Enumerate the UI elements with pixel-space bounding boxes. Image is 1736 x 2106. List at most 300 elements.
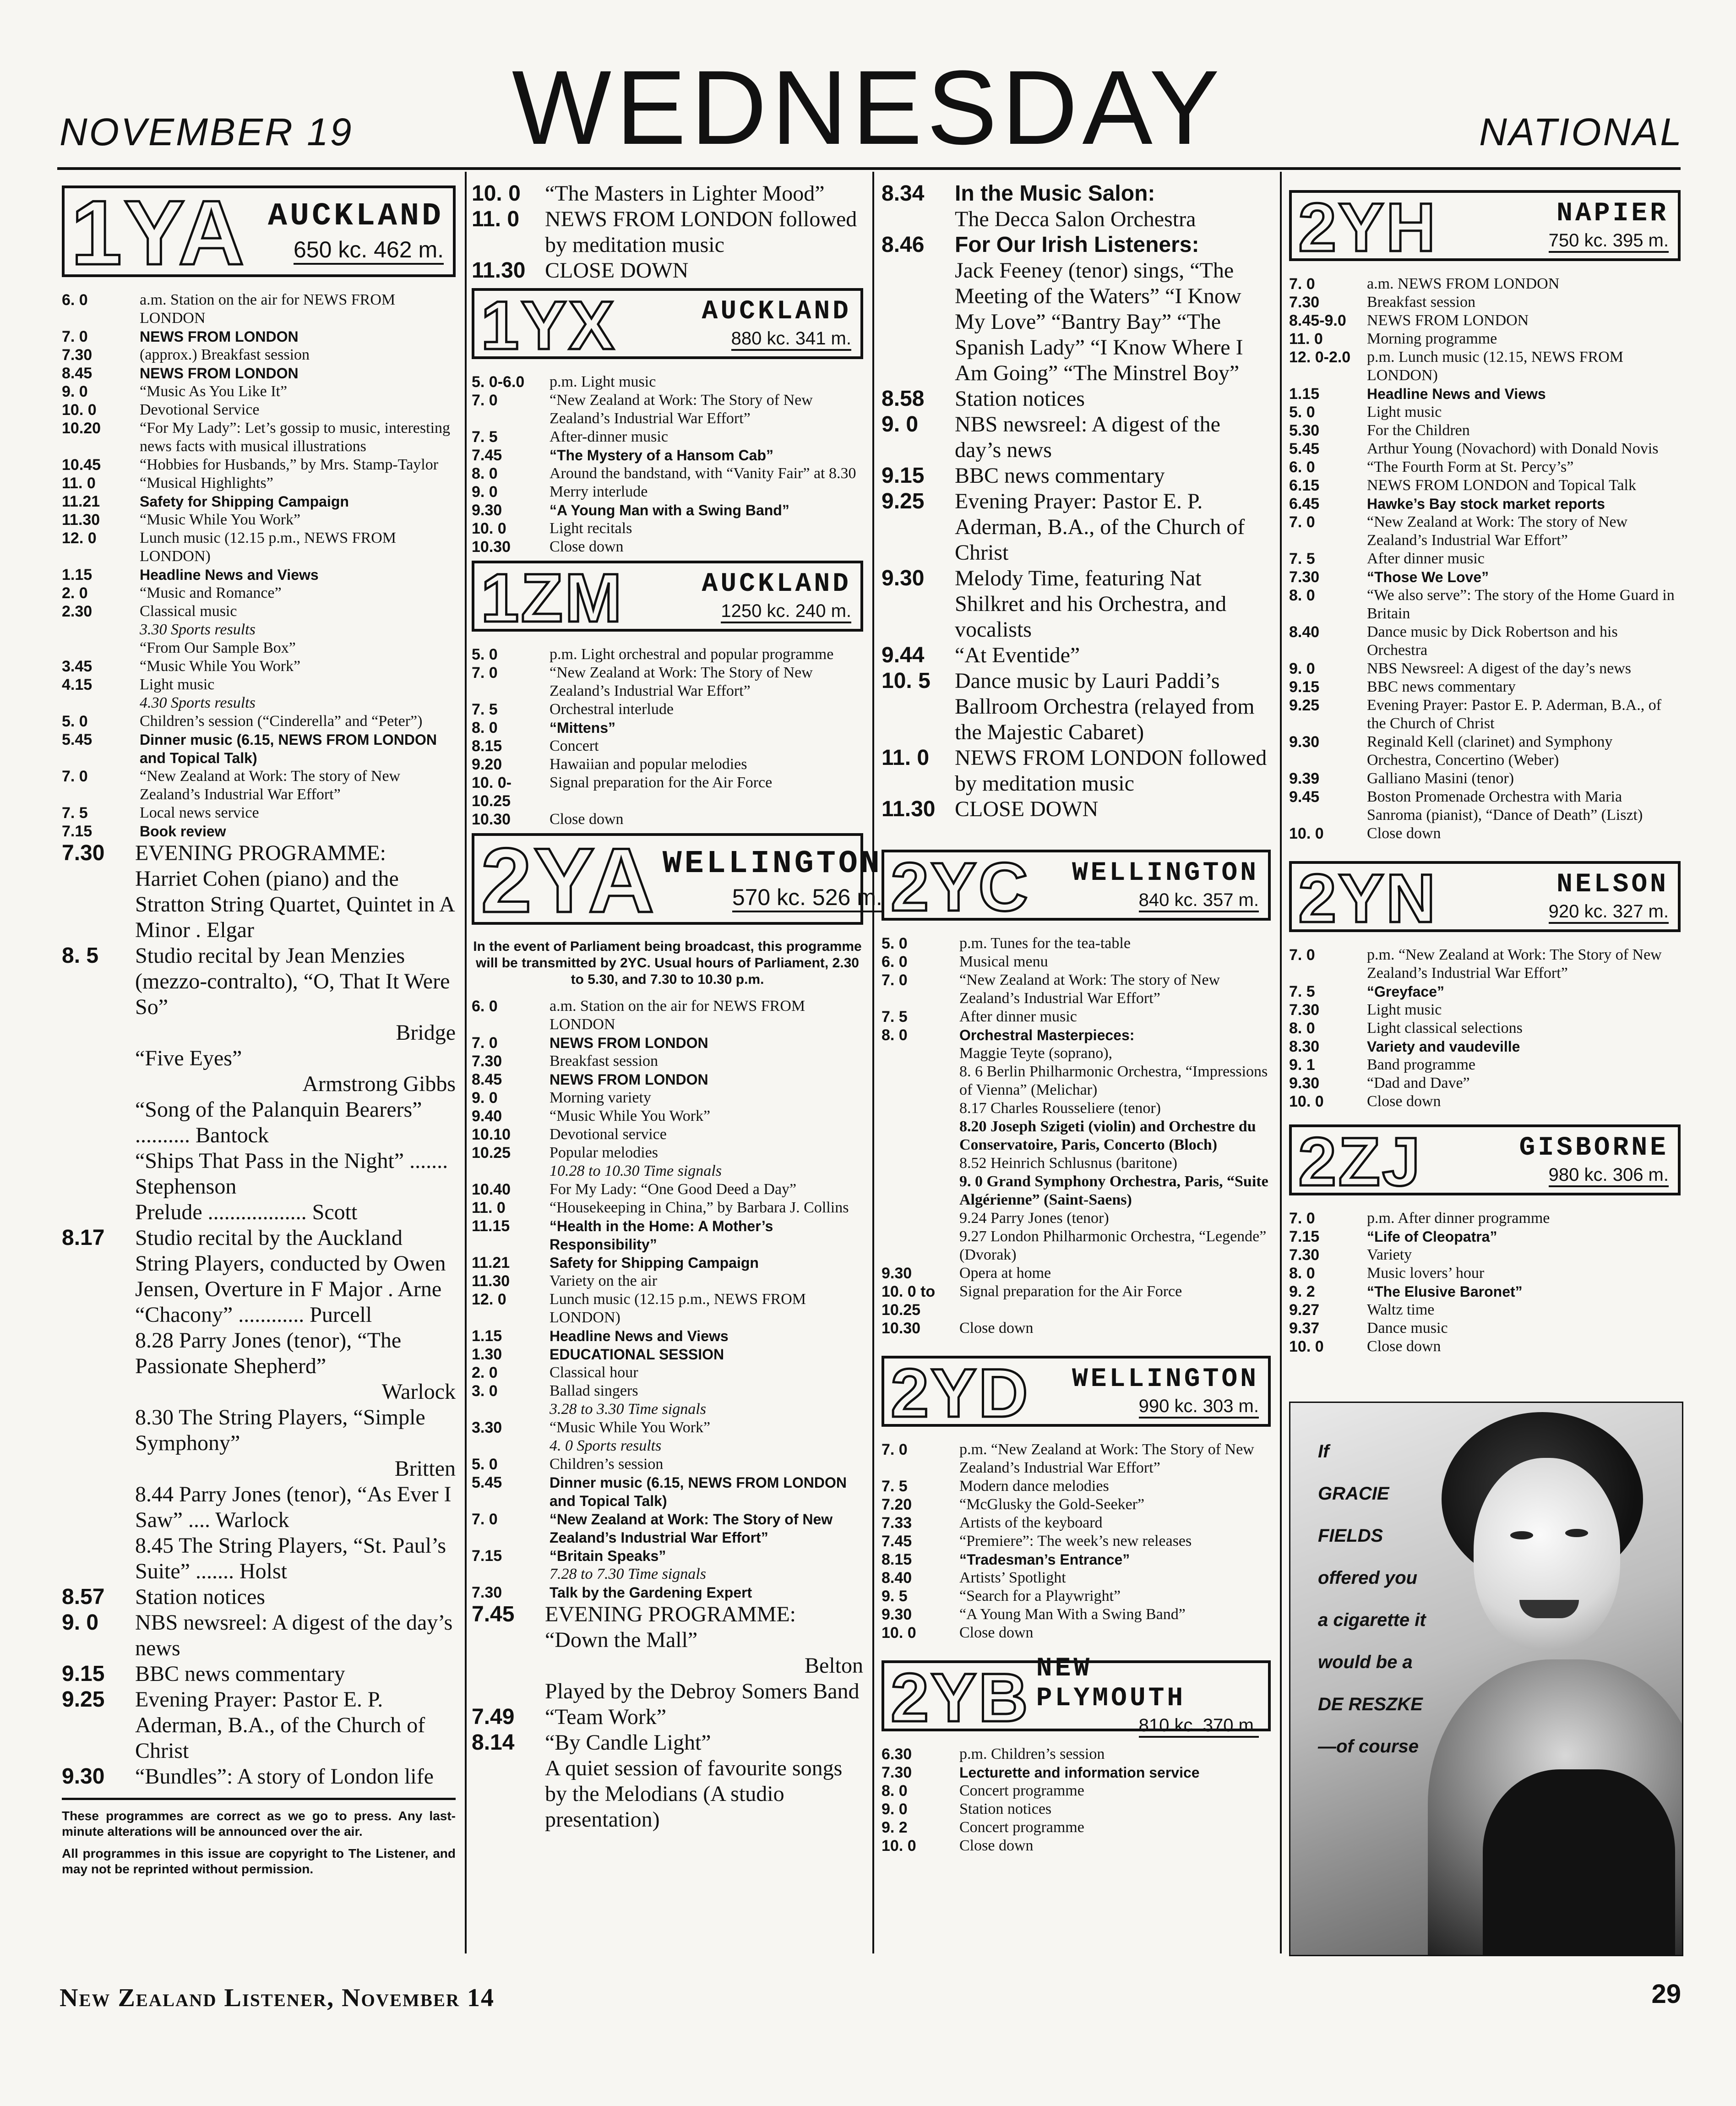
- programme-title: Children’s session (“Cinderella” and “Peter”): [140, 713, 423, 730]
- programme-title: Classical music: [140, 603, 237, 620]
- programme-title: Band programme: [1367, 1056, 1475, 1073]
- programme-title: NBS newsreel: A digest of the day’s news: [955, 412, 1220, 462]
- programme-time: 9.20: [472, 756, 502, 773]
- programme-title: p.m. Tunes for the tea-table: [959, 935, 1131, 952]
- programme-entry: [62, 474, 456, 492]
- programme-title: NBS Newsreel: A digest of the day’s news: [1367, 660, 1631, 677]
- programme-entry: [62, 346, 456, 364]
- programme-entry: [472, 207, 863, 258]
- programme-title: NEWS FROM LONDON: [140, 328, 299, 345]
- programme-title: Devotional service: [550, 1126, 667, 1143]
- station-frequency: 880 kc. 341 m.: [731, 328, 851, 351]
- programme-time: 7. 5: [1289, 983, 1315, 1000]
- programme-title: p.m. Light orchestral and popular programme: [550, 646, 834, 663]
- programme-time: 7.30: [62, 346, 93, 364]
- programme-time: 7. 5: [1289, 550, 1315, 567]
- programme-entry: [1289, 1282, 1681, 1301]
- programme-subentry: A quiet session of favourite songs by the Melodians (A studio presentation): [545, 1756, 843, 1832]
- programme-time: 9. 0: [62, 383, 88, 400]
- programme-time: 9.37: [1289, 1320, 1320, 1337]
- programme-entry: [62, 602, 456, 621]
- programme-title: NEWS FROM LONDON: [550, 1071, 708, 1088]
- programme-title: “Musical Highlights”: [140, 475, 273, 491]
- programme-title: Galliano Masini (tenor): [1367, 770, 1514, 787]
- programme-title: Melody Time, featuring Nat Shilkret and his Orchestra, and vocalists: [955, 566, 1227, 642]
- programme-time: 2. 0: [62, 584, 88, 602]
- programme-entry: [62, 822, 456, 840]
- programme-entry: [1289, 1246, 1681, 1264]
- programme-entry: [472, 1382, 863, 1400]
- programme-entry: [472, 1364, 863, 1382]
- programme-title: NEWS FROM LONDON: [1367, 312, 1529, 329]
- programme-entry: [472, 1583, 863, 1602]
- programme-time: 4.15: [62, 676, 93, 693]
- ad-copy: [1318, 1430, 1455, 1768]
- programme-entry: [882, 1745, 1271, 1763]
- programme-title: Lunch music (12.15 p.m., NEWS FROM LONDON): [140, 529, 397, 565]
- programme-title: “Search for a Playwright”: [959, 1588, 1121, 1604]
- programme-time: 10. 0: [472, 181, 521, 206]
- programme-entry: [62, 419, 456, 456]
- programme-time: 10. 0: [62, 401, 97, 419]
- programme-time: 7. 0: [472, 392, 498, 409]
- programme-time: 10. 0: [882, 1624, 916, 1642]
- programme-title: EVENING PROGRAMME: “Down the Mall”: [545, 1602, 796, 1652]
- programme-time: 9. 2: [1289, 1283, 1315, 1300]
- programme-time: 11.30: [472, 258, 526, 283]
- programme-entry: [1289, 311, 1681, 330]
- programme-title: “New Zealand at Work: The story of New Zealand’s Industrial War Effort”: [959, 971, 1220, 1007]
- programme-entry: [472, 1602, 863, 1653]
- programme-title: Close down: [1367, 825, 1441, 842]
- programme-title: “New Zealand at Work: The story of New Zealand’s Industrial War Effort”: [1367, 513, 1628, 549]
- station-call: 2YD: [891, 1354, 1030, 1431]
- programme-time: 8. 0: [1289, 1020, 1315, 1037]
- programme-title: Waltz time: [1367, 1301, 1435, 1318]
- column-1: [62, 181, 456, 1877]
- programme-list: [1289, 1209, 1681, 1356]
- programme-time: 11.30: [62, 511, 100, 529]
- programme-time: 7.30: [1289, 1001, 1320, 1019]
- programme-entry: [882, 1477, 1271, 1495]
- programme-title: Children’s session: [550, 1456, 664, 1473]
- programme-title: Arthur Young (Novachord) with Donald Novis: [1367, 440, 1659, 457]
- programme-entry: [472, 737, 863, 755]
- programme-time: 1.15: [62, 566, 93, 584]
- programme-subentry: 8.20 Joseph Szigeti (violin) and Orchestre du Conservatoire, Paris, Concerto (Bloch): [959, 1118, 1256, 1153]
- programme-title: “Mittens”: [550, 720, 615, 736]
- note-copyright: All programmes in this issue are copyright to The Listener, and may not be reprinted without permission.: [62, 1846, 456, 1876]
- programme-entry: [1289, 788, 1681, 824]
- station-call: 1ZM: [481, 559, 624, 636]
- programme-entry: [1289, 330, 1681, 348]
- programme-list: [882, 1745, 1271, 1855]
- station-box: [472, 559, 863, 636]
- programme-time: 8.15: [882, 1551, 912, 1568]
- programme-subentry: 8.28 Parry Jones (tenor), “The Passionate Shepherd”: [135, 1328, 402, 1378]
- programme-title: Modern dance melodies: [959, 1478, 1109, 1495]
- programme-time: 5.30: [1289, 422, 1320, 439]
- programme-time: 7. 0: [1289, 513, 1315, 531]
- programme-subentry: 8.17 Charles Rousseliere (tenor): [959, 1100, 1161, 1117]
- ad-line: DE RESZKE: [1318, 1694, 1423, 1714]
- programme-entry: [62, 1225, 456, 1302]
- programme-time: 9. 0: [62, 1610, 99, 1635]
- programme-time: 8.30: [1289, 1038, 1320, 1055]
- programme-title: For My Lady: “One Good Deed a Day”: [550, 1181, 797, 1198]
- programme-time: 8. 0: [882, 1782, 908, 1800]
- programme-title: NEWS FROM LONDON: [550, 1035, 708, 1051]
- programme-time: 7. 0: [1289, 946, 1315, 964]
- programme-entry: [882, 412, 1271, 463]
- station-box: [62, 182, 456, 284]
- programme-subentry: The Decca Salon Orchestra: [955, 207, 1196, 231]
- programme-time: 9.30: [472, 502, 502, 519]
- programme-entry: [1289, 403, 1681, 421]
- station-call: 1YX: [481, 287, 616, 364]
- programme-time: 9.45: [1289, 788, 1320, 806]
- programme-time: 7.30: [1289, 568, 1320, 586]
- programme-title: Studio recital by Jean Menzies (mezzo-contralto), “O, That It Were So”: [135, 944, 450, 1019]
- programme-entry: [62, 943, 456, 1020]
- programme-title: Studio recital by the Auckland String Players, conducted by Owen Jensen, Overture in F Major . Arne: [135, 1226, 446, 1301]
- programme-entry: [882, 953, 1271, 971]
- programme-title: “New Zealand at Work: The Story of New Zealand’s Industrial War Effort”: [550, 664, 813, 699]
- programme-time: 9.44: [882, 643, 925, 667]
- programme-time: 8.45: [62, 365, 93, 382]
- programme-time: 6. 0: [472, 998, 498, 1015]
- header-network: NATIONAL: [1479, 110, 1683, 153]
- programme-time: 6.30: [882, 1746, 912, 1763]
- evening-programme-list: [472, 1602, 863, 1833]
- programme-title: “A Young Man with a Swing Band”: [550, 502, 789, 518]
- programme-time: 7.30: [882, 1764, 912, 1781]
- programme-time: 7. 0: [62, 768, 88, 785]
- programme-title: Opera at home: [959, 1265, 1051, 1282]
- programme-entry: [1289, 440, 1681, 458]
- station-frequency: 990 kc. 303 m.: [1139, 1396, 1259, 1419]
- programme-time: 6.15: [1289, 477, 1320, 494]
- programme-title: BBC news commentary: [135, 1662, 345, 1686]
- programme-title: p.m. Light music: [550, 373, 656, 390]
- programme-entry: [882, 1440, 1271, 1477]
- programme-time: 1.30: [472, 1346, 502, 1363]
- programme-title: Light recitals: [550, 520, 632, 537]
- programme-entry: [1289, 458, 1681, 476]
- programme-entry: [62, 1584, 456, 1610]
- programme-time: 9.30: [1289, 1075, 1320, 1092]
- programme-time: 7.30: [472, 1584, 502, 1601]
- programme-entry: [472, 1730, 863, 1756]
- programme-time: 3. 0: [472, 1382, 498, 1400]
- programme-title: “The Fourth Form at St. Percy’s”: [1367, 458, 1574, 475]
- station-city: WELLINGTON: [662, 846, 882, 882]
- station-box: [882, 1654, 1271, 1736]
- programme-title: Headline News and Views: [550, 1328, 729, 1344]
- programme-subentry: “Ships That Pass in the Night” ....... Stephenson: [135, 1149, 448, 1199]
- programme-title: a.m. NEWS FROM LONDON: [1367, 275, 1560, 292]
- programme-entry: [472, 501, 863, 519]
- programme-entry: [882, 489, 1271, 566]
- programme-entry: [62, 327, 456, 346]
- programme-title: “Premiere”: The week’s new releases: [959, 1533, 1192, 1549]
- programme-entry: [1289, 495, 1681, 513]
- programme-entry: [62, 1687, 456, 1764]
- programme-title: “Music While You Work”: [140, 658, 301, 675]
- station-city: AUCKLAND: [267, 198, 444, 235]
- programme-entry: [472, 810, 863, 829]
- programme-time: 8.40: [882, 1569, 912, 1587]
- programme-title: Classical hour: [550, 1364, 638, 1381]
- programme-entry: [62, 529, 456, 566]
- programme-entry: [882, 1282, 1271, 1319]
- programme-entry: [472, 1254, 863, 1272]
- programme-entry: [1289, 568, 1681, 586]
- programme-title: Concert programme: [959, 1819, 1084, 1836]
- programme-title: p.m. “New Zealand at Work: The Story of New Zealand’s Industrial War Effort”: [1367, 946, 1662, 982]
- programme-entry: [1289, 623, 1681, 660]
- programme-title: Popular melodies: [550, 1144, 658, 1161]
- programme-subentry: 3.30 Sports results: [140, 621, 256, 638]
- programme-title: For Our Irish Listeners:: [955, 233, 1199, 257]
- programme-title: NEWS FROM LONDON followed by meditation music: [955, 746, 1267, 796]
- programme-time: 7. 5: [882, 1008, 908, 1026]
- programme-entry: [882, 1495, 1271, 1514]
- programme-entry: [882, 181, 1271, 207]
- station-frequency: 920 kc. 327 m.: [1549, 901, 1669, 924]
- programme-entry: [62, 676, 456, 694]
- programme-entry: [472, 1125, 863, 1144]
- programme-time: 8. 0: [882, 1026, 908, 1044]
- programme-title: Station notices: [959, 1800, 1052, 1817]
- programme-title: “Life of Cleopatra”: [1367, 1228, 1497, 1245]
- programme-entry: [62, 401, 456, 419]
- programme-time: 12. 0: [62, 529, 97, 547]
- portrait-mouth: [1519, 1600, 1579, 1618]
- programme-time: 10. 0: [1289, 1338, 1324, 1355]
- programme-title: “Britain Speaks”: [550, 1548, 666, 1564]
- programme-title: “Music While You Work”: [550, 1419, 711, 1436]
- station-call: 2YN: [1298, 860, 1437, 937]
- programme-entry: [882, 566, 1271, 643]
- programme-entry: [882, 1837, 1271, 1855]
- ad-line: a cigarette it: [1318, 1610, 1426, 1630]
- programme-time: 7. 0: [472, 1034, 498, 1052]
- programme-entry: [472, 1473, 863, 1510]
- programme-time: 9.25: [1289, 697, 1320, 714]
- programme-entry: [1289, 946, 1681, 982]
- programme-title: p.m. “New Zealand at Work: The Story of New Zealand’s Industrial War Effort”: [959, 1441, 1254, 1476]
- programme-time: 5. 0-6.0: [472, 373, 525, 391]
- programme-title: Musical menu: [959, 953, 1048, 970]
- programme-time: 9.25: [882, 489, 925, 513]
- programme-entry: [882, 1319, 1271, 1337]
- programme-subentry: 9. 0 Grand Symphony Orchestra, Paris, “Suite Algérienne” (Saint-Saens): [959, 1173, 1268, 1208]
- programme-time: 7. 0: [1289, 1210, 1315, 1227]
- programme-time: 8. 0: [1289, 1265, 1315, 1282]
- programme-entry: [882, 1763, 1271, 1782]
- programme-time: 10. 5: [882, 669, 931, 693]
- programme-time: 1.15: [1289, 385, 1320, 403]
- programme-title: Talk by the Gardening Expert: [550, 1584, 752, 1601]
- programme-subentry: 10.28 to 10.30 Time signals: [550, 1162, 722, 1179]
- programme-title: Reginald Kell (clarinet) and Symphony Orchestra, Concertino (Weber): [1367, 733, 1613, 769]
- station-frequency: 650 kc. 462 m.: [294, 236, 444, 265]
- programme-time: 7. 0: [1289, 275, 1315, 293]
- programme-entry: [1289, 1019, 1681, 1037]
- station-call: 2YC: [891, 848, 1030, 925]
- programme-entry: [1289, 1264, 1681, 1282]
- programme-entry: [472, 1290, 863, 1327]
- programme-entry: [472, 1180, 863, 1199]
- programme-title: p.m. Children’s session: [959, 1746, 1105, 1762]
- station-call: 2YA: [481, 829, 656, 932]
- evening-programme-list: [62, 840, 456, 1790]
- programme-title: Local news service: [140, 804, 259, 821]
- programme-time: 10.10: [472, 1126, 511, 1143]
- station-frequency: 570 kc. 526 m.: [732, 884, 882, 912]
- programme-entry: [1289, 769, 1681, 788]
- station-call: 2YB: [891, 1659, 1030, 1736]
- programme-entry: [1289, 1319, 1681, 1337]
- programme-time: 10. 0: [472, 520, 506, 537]
- station-box: [472, 829, 882, 932]
- programme-time: 9.15: [62, 1662, 105, 1686]
- programme-title: Close down: [959, 1837, 1034, 1854]
- programme-entry: [882, 1800, 1271, 1818]
- programme-time: 5. 0: [472, 1456, 498, 1473]
- programme-entry: [472, 700, 863, 719]
- programme-list: [472, 997, 863, 1602]
- programme-title: EDUCATIONAL SESSION: [550, 1346, 724, 1363]
- programme-title: Signal preparation for the Air Force: [959, 1283, 1182, 1300]
- programme-title: NEWS FROM LONDON and Topical Talk: [1367, 477, 1636, 494]
- programme-entry: [1289, 348, 1681, 385]
- programme-time: 9.30: [882, 1606, 912, 1623]
- programme-title: Variety on the air: [550, 1272, 658, 1289]
- programme-list: [882, 181, 1271, 822]
- programme-title: Hawke’s Bay stock market reports: [1367, 496, 1605, 512]
- programme-subentry: 4.30 Sports results: [140, 694, 256, 711]
- programme-time: 5. 0: [1289, 404, 1315, 421]
- programme-time: 5. 0: [472, 646, 498, 663]
- programme-entry: [1289, 1001, 1681, 1019]
- page-title: WEDNESDAY: [512, 49, 1224, 166]
- column-4: [1289, 181, 1681, 1356]
- programme-title: “Music As You Like It”: [140, 383, 288, 400]
- programme-entry: [472, 1419, 863, 1437]
- programme-subentry: “Song of the Palanquin Bearers” .......... Bantock: [135, 1097, 422, 1147]
- programme-subentry: Prelude .................. Scott: [135, 1200, 358, 1224]
- programme-entry: [472, 1510, 863, 1547]
- programme-title: Evening Prayer: Pastor E. P. Aderman, B.A., of the Church of Christ: [955, 489, 1245, 565]
- programme-subentry: “Chacony” ............ Purcell: [135, 1303, 372, 1327]
- programme-list: [472, 181, 863, 284]
- column-2: [472, 181, 882, 1833]
- programme-title: EVENING PROGRAMME:: [135, 841, 386, 865]
- programme-title: “The Mystery of a Hansom Cab”: [550, 447, 773, 464]
- programme-title: Devotional Service: [140, 401, 260, 418]
- programme-time: 7.30: [1289, 1246, 1320, 1264]
- programme-title: Dance music by Lauri Paddi’s Ballroom Orchestra (relayed from the Majestic Cabaret): [955, 669, 1255, 744]
- programme-entry: [1289, 1037, 1681, 1056]
- programme-entry: [882, 1569, 1271, 1587]
- programme-entry: [1289, 1301, 1681, 1319]
- programme-entry: [882, 1624, 1271, 1642]
- station-frequency: 1250 kc. 240 m.: [721, 601, 851, 623]
- programme-list: [472, 645, 863, 829]
- programme-time: 7. 5: [472, 701, 498, 718]
- programme-time: 6. 0: [1289, 458, 1315, 476]
- programme-entry: [62, 1661, 456, 1687]
- programme-entry: [472, 997, 863, 1034]
- programme-title: “New Zealand at Work: The Story of New Zealand’s Industrial War Effort”: [550, 1511, 833, 1546]
- header-date: NOVEMBER 19: [60, 110, 354, 153]
- programme-title: Morning variety: [550, 1089, 651, 1106]
- programme-entry: [472, 1345, 863, 1364]
- programme-subentry: 7.28 to 7.30 Time signals: [550, 1566, 706, 1582]
- programme-entry: [472, 391, 863, 428]
- programme-title: After dinner music: [959, 1008, 1077, 1025]
- programme-title: Headline News and Views: [140, 567, 319, 583]
- programme-time: 7.30: [472, 1053, 502, 1070]
- programme-subentry: “Five Eyes”: [135, 1046, 242, 1070]
- station-box: [1289, 189, 1681, 266]
- programme-title: Close down: [959, 1320, 1034, 1337]
- programme-title: Close down: [1367, 1093, 1441, 1110]
- programme-entry: [882, 232, 1271, 258]
- programme-title: Orchestral interlude: [550, 701, 674, 718]
- programme-time: 10.45: [62, 456, 101, 474]
- programme-title: Music lovers’ hour: [1367, 1265, 1485, 1282]
- programme-title: Artists of the keyboard: [959, 1514, 1103, 1531]
- programme-time: 10. 0-10.25: [472, 774, 512, 810]
- programme-title: Variety: [1367, 1246, 1412, 1263]
- programme-time: 3.30: [472, 1419, 502, 1436]
- programme-title: Dance music by Dick Robertson and his Orchestra: [1367, 623, 1618, 659]
- programme-title: “Housekeeping in China,” by Barbara J. Collins: [550, 1199, 849, 1216]
- programme-subentry: 3.28 to 3.30 Time signals: [550, 1401, 706, 1418]
- programme-title: p.m. Lunch music (12.15, NEWS FROM LONDON): [1367, 349, 1624, 384]
- programme-subentry: 8.30 The String Players, “Simple Symphony”: [135, 1405, 425, 1455]
- programme-entry: [62, 804, 456, 822]
- programme-title: Book review: [140, 823, 226, 840]
- programme-time: 11.30: [472, 1272, 510, 1290]
- programme-time: 9.27: [1289, 1301, 1320, 1319]
- programme-title: Station notices: [955, 387, 1085, 411]
- station-city: NEW PLYMOUTH: [1036, 1654, 1186, 1713]
- programme-entry: [1289, 733, 1681, 769]
- programme-entry: [472, 1144, 863, 1162]
- programme-time: 9. 1: [1289, 1056, 1315, 1074]
- programme-time: 9. 0: [882, 1800, 908, 1818]
- programme-time: 5. 0: [62, 713, 88, 730]
- programme-title: Light music: [1367, 404, 1442, 420]
- programme-entry: [472, 1034, 863, 1052]
- portrait-eye: [1565, 1529, 1588, 1537]
- programme-entry: [1289, 513, 1681, 550]
- programme-entry: [1289, 275, 1681, 293]
- programme-title: Breakfast session: [1367, 294, 1476, 311]
- programme-time: 7. 0: [882, 1441, 908, 1458]
- programme-time: 8. 5: [62, 944, 99, 968]
- programme-subentry: Bridge: [396, 1020, 456, 1045]
- station-call: 1YA: [71, 182, 246, 284]
- programme-title: Light music: [1367, 1001, 1442, 1018]
- portrait-eye: [1510, 1531, 1533, 1539]
- portrait-dress: [1483, 1769, 1675, 1956]
- station-city: WELLINGTON: [1072, 1364, 1259, 1394]
